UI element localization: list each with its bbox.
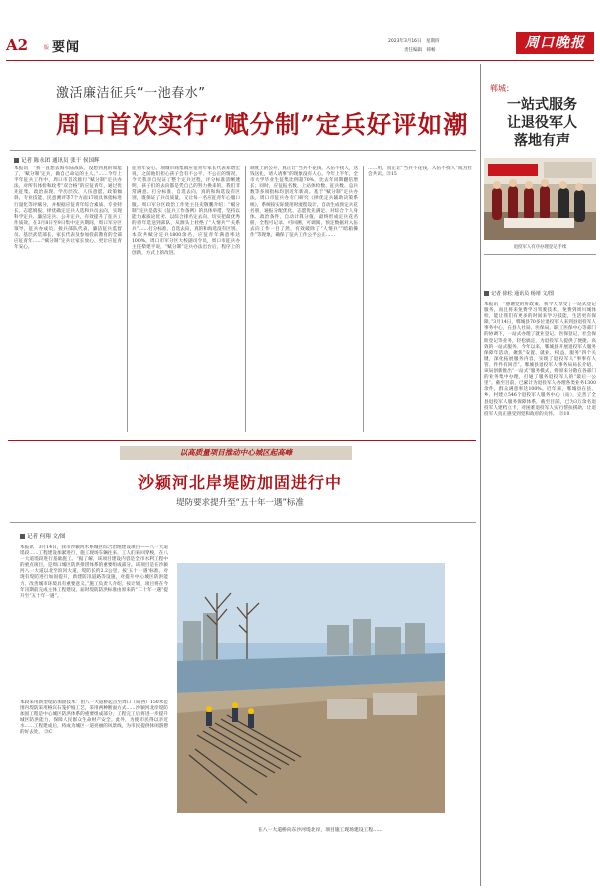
main-column-2: 征青年安心。项城市商集镇应征青年家长代表邓增宏说，之前他们担心孩子会有不公平、不公正的情况，今天我亲自见证了整个定兵过程，评分标准清晰透明，孩子们的去向都是凭自己的努力换来的，我们非常满意。打分标准，自选去向，真的和海选没有区别，既保证了兵员质量，又让每一名应征青年心服口服。周口军分区政治工作处主任史敬鹏介绍：“赋分制”定兵是落实《征兵工作条例》的具体举措，坚持以能力素质论优劣、以综合排名定去向，切实把最优秀的青年选送到部队，从源头上杜绝了“人情兵”“关系兵”……打分标准，自选去向，真的和海选没有区别。本次共赋分定兵1800余名，应征青年满意率达100%。周口市军分区大校副司令员，周口市征兵办主任柴建平说，“赋分制”定兵办法出台后，程序上的创新，方式上的改进。 bbox=[132, 166, 240, 257]
side-divider bbox=[484, 254, 596, 255]
veterans-registration-photo bbox=[484, 158, 596, 240]
sub-divider bbox=[10, 522, 476, 523]
byline-marker-icon bbox=[484, 291, 489, 296]
main-headline: 周口首次实行“赋分制”定兵好评如潮 bbox=[56, 110, 469, 139]
byline-marker-icon bbox=[20, 534, 25, 539]
sub-text-column-2: 本段采用新型堤防加固技术：由八一大道桥起点至周口（局西）150米范围内堤防采用格宾石笼护坡工艺，采用两种断面方式……沙颍河北岸堤防加固工程是中心城区防洪体系的重要组成部分，工程完工后将进一步提升城区防洪能力，保障人民群众生命财产安全。此外，为使市民得以亲近水……工程建成后，将成为城区一道亮丽的风景线，为市民提供休闲游憩的好去处。 ㉑C bbox=[20, 700, 168, 736]
riverbank-construction-photo bbox=[177, 563, 445, 813]
page-suffix: 版 bbox=[44, 45, 50, 51]
side-headline-line: 落地有声 bbox=[514, 133, 570, 149]
sub-byline-text: 记者 何翔 文/图 bbox=[27, 534, 66, 540]
sub-text-column-1: 本报讯 3月14日，我市沙颍河水系城区综合治理建设项目——八一大道堤段……工程建设加紧进行，施工现场车辆往来、工人们来回穿梭，在八一大道堤段进行基础施工。“据了解，该项目建设内容是全市水利工程中的重点项目，是周口城区防洪排涝体系的重要组成部分。该项目是在沙颍河八一大道以北至滨河大道，堤防长约2.2公里，按‘五十一遇’标准，对现有堤防进行加固提升，新建防汛道路等设施，对提升中心城区防洪能力、改善城市环境具有重要意义。”施工负责人介绍，按计划，项目将在今年汛期前完成主体工程建设，届时堤防防洪标准由原来的“二十年一遇”提升至“五十年一遇”。 bbox=[20, 545, 168, 599]
side-photo-caption: 退役军人有序办理登记手续 bbox=[513, 245, 567, 250]
newspaper-logo: 周口晚报 bbox=[516, 32, 594, 54]
sub-byline bbox=[20, 532, 65, 540]
section-banner: 以高质量项目推动中心城区起高峰 bbox=[120, 446, 352, 460]
main-byline bbox=[14, 156, 100, 164]
column-divider bbox=[363, 166, 364, 432]
main-byline-text: 记者 陈永团 通讯员 张干 侯国辉 bbox=[21, 158, 100, 164]
sub-deck: 堤防要求提升至“五十年一遇”标准 bbox=[176, 498, 304, 508]
main-column-4: ……用，真正让“当兵不花钱，入伍不找人”成为社会共识。㉑15 bbox=[368, 166, 472, 178]
side-article-text: 本报讯 “感谢党的好政策，我今天享受了一站式登记服务，而且将来免费学习驾驶技术，免费到周川城体检，能让我们有更多的时间来学习技能，生活更有保障。”3月14日，郸城县70多位退役军人来到县退役军人事务中心，在县人社局、医保局、职工医保中心等部门的协调下，一站式办理了就业登记、医保登记、社会保险登记等业务，轻松搞定，为退役军人提供了便捷、高效的一站式服务。今年以来，郸城县开展退役军人服务保障年活动，聚焦“安置、就业、权益、服务”四个关键，深化拓展服务内容，实现了退役军人“事事有人管、件件有回音”。郸城县退役军人事务局局长介绍，该局创新推出“一站式”服务模式，将原来分散在各部门的业务集中办理，打通了服务退役军人的“最后一公里”。截至目前，已累计为退役军人办理各类业务1300余件，群众满意率达100%。近年来，郸城县在县、乡、村建立546个退役军人服务中心（站），完善了全县退役军人服务保障体系，截至目前，已为3万余名退役军人建档立卡，对困难退役军人实行帮扶援助，让退役军人真正感受到党和政府的关怀。 ㉑10 bbox=[484, 302, 596, 417]
right-column-divider bbox=[480, 64, 481, 886]
column-divider bbox=[127, 166, 128, 432]
sub-photo-caption: 在八一大道桥向东沙河堤北岸，项目施工现场建设工程…… bbox=[258, 828, 383, 833]
section-title: 要闻 bbox=[52, 40, 81, 55]
byline-marker-icon bbox=[14, 158, 19, 163]
issue-date: 2023年3月16日 星期四 bbox=[388, 39, 440, 44]
column-divider bbox=[245, 166, 246, 432]
editor-credit: 责任编辑 韩畅 bbox=[404, 48, 436, 53]
section-rule bbox=[8, 440, 476, 441]
main-kicker: 激活廉洁征兵“一池春水” bbox=[56, 86, 206, 101]
side-article-location: 郸城： bbox=[490, 84, 514, 93]
side-byline-text: 记者 徐松 通讯员 杨靖 文/图 bbox=[491, 291, 555, 297]
main-column-3: 制度上的公开，真正让“当兵不花钱，入伍不找人，送钱送礼，请人请事”的现象没有人心。今年上半年，全市大学毕业生征集比例超70%，比去年同期翻倍增长；同时，应征报名数、上站体检数、征兵数、总兵数等多项指标均创近年新高。基于“赋分制”定兵办法，周口市征兵办专门研究《择优定兵辅助决策系统》，系统按实际使用时流程设计，自动生成预定兵花名册，通报分配优化、志愿优先满足、对综合个人身体、政治条件，自动计算分值，最终形成定兵花名册，全程可记录、可回溯，可调阅，预定数据对入伍去向工作一目了然，有效破除了“人情兵”“暗箱操作”等现象，确保了征兵工作公平公正…… bbox=[250, 166, 358, 239]
main-column-1: 本报讯 “我一直想去海军陆战队，没想到真的如愿了，‘赋分制’定兵，做自己命运的主人。”……今年上半年征兵工作中，周口市首次推行“赋分制”定兵办法，对所有体检和政考“双合格”的应征青年，通过优先征集、政治表现、学历层次、人伍意愿、政策倾斜、专业技能、民意测评等7个方面17项具体指标进行量化等评赋分，并根据应征青年综合素质、专业特长、志愿填报，择优确定定兵人选和兵员去向，实现科学定兵、廉洁定兵、公开定兵，有效提升了征兵工作质效。在3月8日至9日集中定兵期间，周口军分区领导，征兵办成员，接兵部队代表，廉洁征兵监督员、基层武装部长、家长代表及参加役前教育的全部应征青年……“赋分制”定兵让家长放心、更让应征青年安心。 bbox=[14, 166, 122, 251]
sub-headline: 沙颍河北岸堤防加固进行中 bbox=[137, 473, 342, 492]
side-article-headline bbox=[488, 96, 596, 150]
header-rule bbox=[6, 60, 594, 61]
side-headline-line: 一站式服务 bbox=[507, 97, 577, 113]
side-headline-line: 让退役军人 bbox=[507, 115, 577, 131]
side-byline bbox=[484, 290, 554, 297]
headline-divider bbox=[10, 150, 476, 151]
page-number: A2 bbox=[6, 36, 29, 54]
